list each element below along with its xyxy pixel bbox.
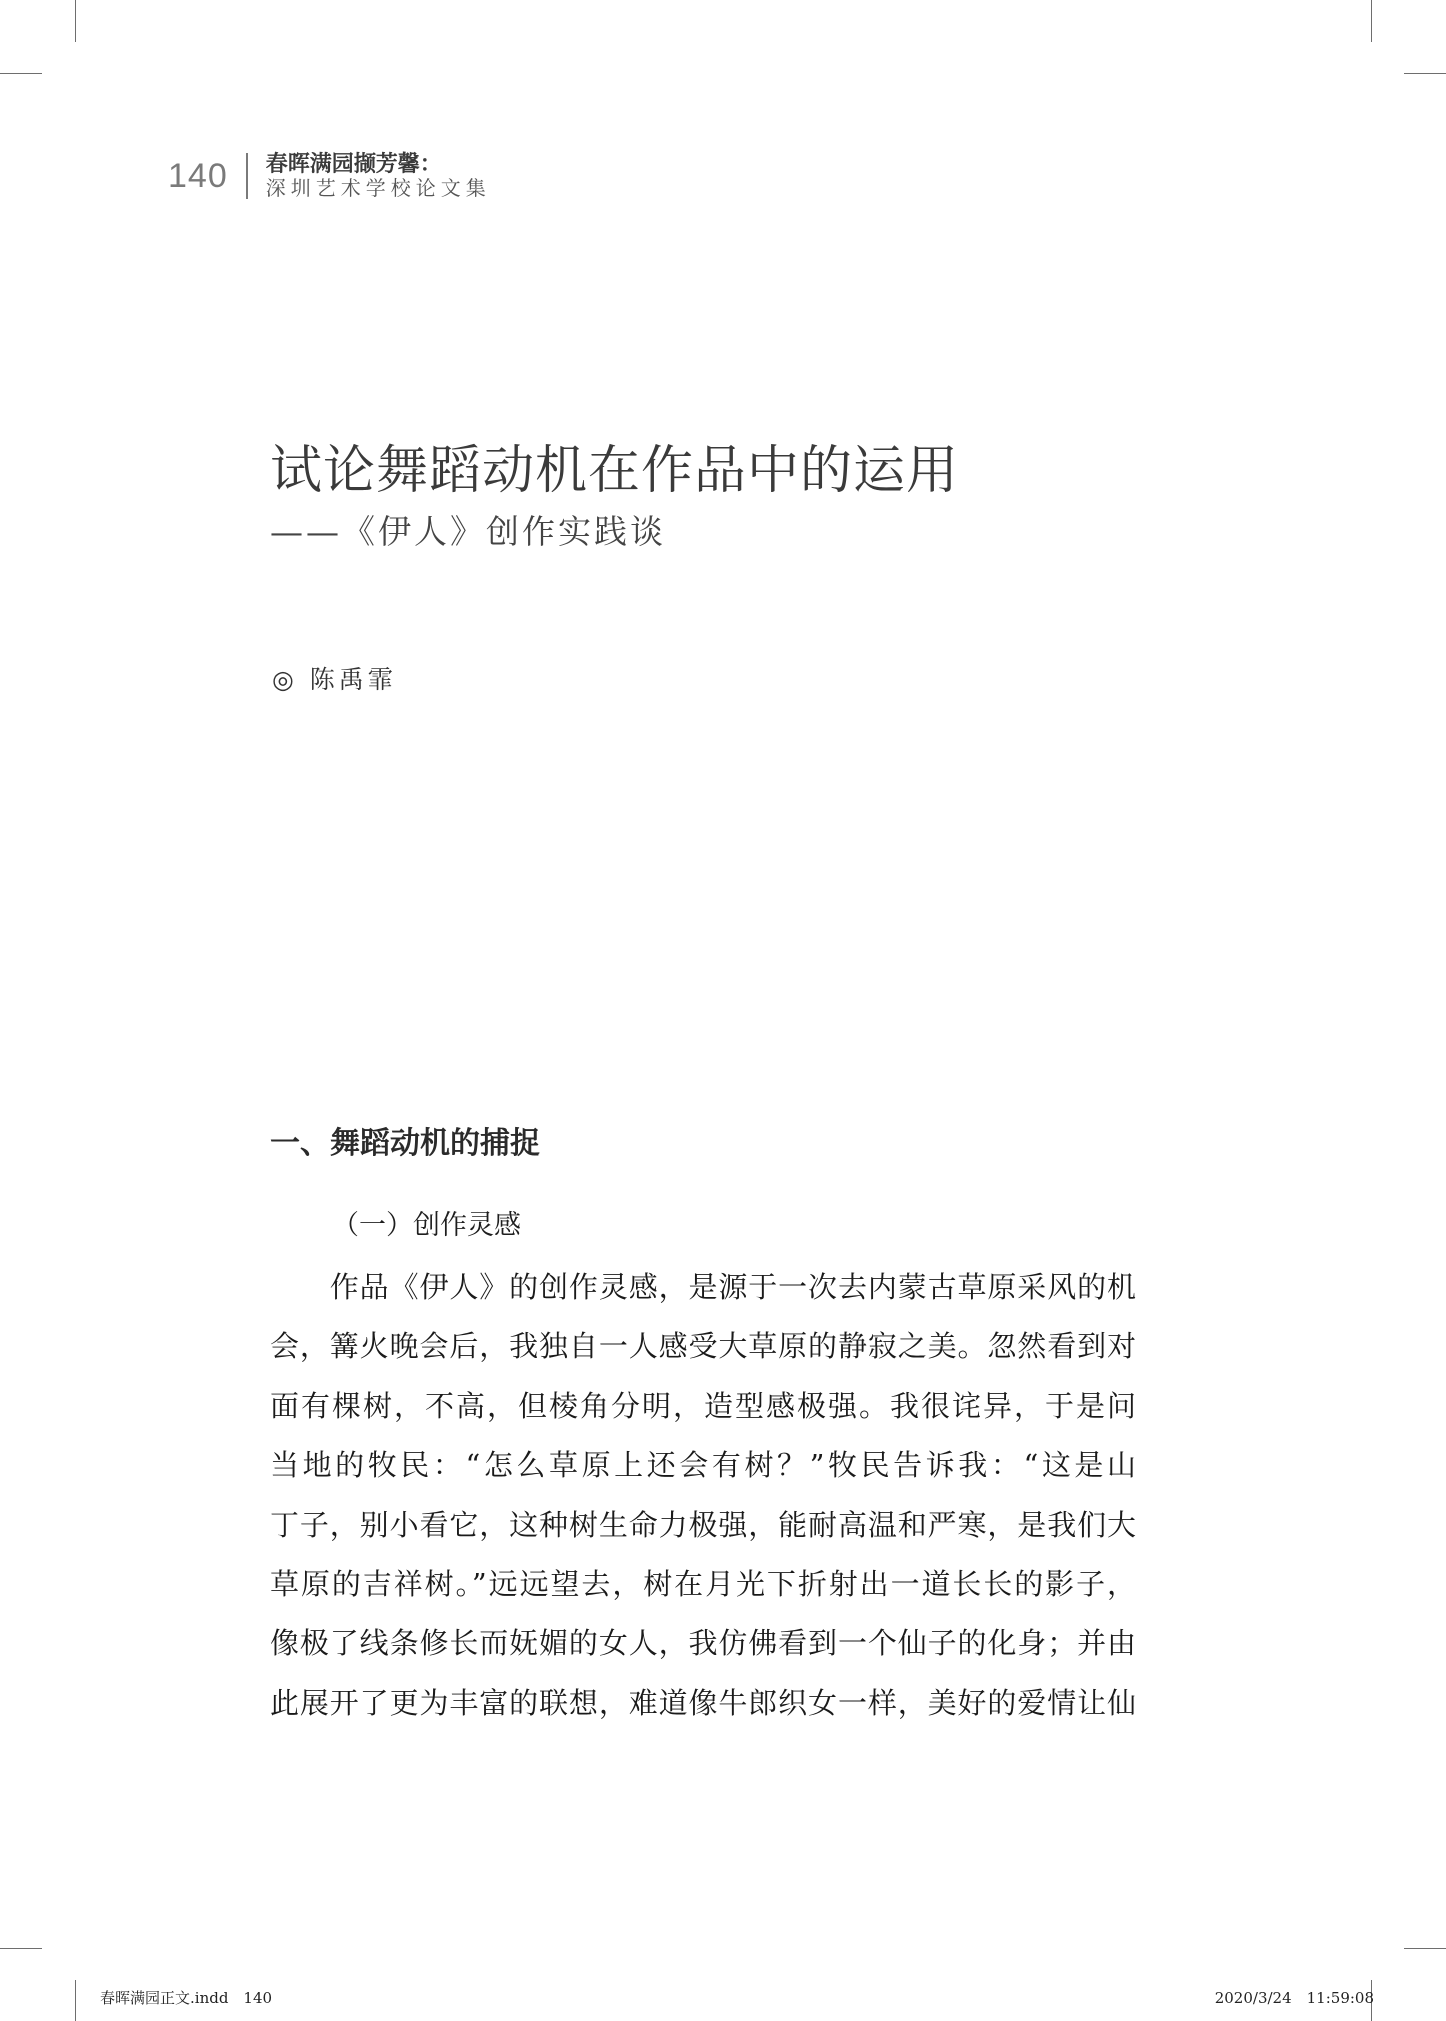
body-line: 像极了线条修长而妩媚的女人，我仿佛看到一个仙子的化身；并由	[270, 1626, 1136, 1661]
page-number: 140	[168, 156, 228, 195]
body-line: 丁子，别小看它，这种树生命力极强，能耐高温和严寒，是我们大	[270, 1507, 1136, 1542]
crop-mark-bottom-left	[75, 1980, 76, 2021]
crop-mark-top-left-h	[0, 73, 42, 74]
running-head	[168, 150, 491, 202]
print-slug-file: 春晖满园正文.indd 140	[100, 1989, 273, 2007]
author-byline: ◎ 陈禹霏	[272, 665, 397, 694]
body-text	[270, 1258, 1140, 1733]
section-subheading: （一）创作灵感	[332, 1210, 521, 1241]
body-line: 会，篝火晚会后，我独自一人感受大草原的静寂之美。忽然看到对	[270, 1329, 1136, 1364]
crop-mark-top-right-h	[1404, 73, 1446, 74]
section-heading: 一、舞蹈动机的捕捉	[270, 1126, 540, 1161]
running-head-divider	[246, 153, 248, 199]
book-title	[266, 152, 491, 200]
crop-mark-top-left	[75, 0, 76, 42]
crop-mark-bottom-left-h	[0, 1948, 42, 1949]
body-line: 作品《伊人》的创作灵感，是源于一次去内蒙古草原采风的机	[270, 1270, 1136, 1304]
article-title: 试论舞蹈动机在作品中的运用	[270, 441, 960, 501]
article-subtitle: ——《伊人》创作实践谈	[270, 512, 666, 551]
body-line: 此展开了更为丰富的联想，难道像牛郎织女一样，美好的爱情让仙	[270, 1685, 1136, 1720]
body-line: 面有棵树，不高，但棱角分明，造型感极强。我很诧异，于是问	[270, 1388, 1136, 1423]
book-title-line1: 春晖满园撷芳馨：	[265, 151, 442, 177]
body-line: 当地的牧民：“怎么草原上还会有树？”牧民告诉我：“这是山	[270, 1448, 1136, 1483]
crop-mark-top-right	[1371, 0, 1372, 42]
body-line: 草原的吉祥树。”远远望去，树在月光下折射出一道长长的影子，	[270, 1566, 1136, 1601]
crop-mark-bottom-right-h	[1404, 1948, 1446, 1949]
print-slug-timestamp: 2020/3/24 11:59:08	[1214, 1989, 1374, 2007]
book-title-line2: 深圳艺术学校论文集	[265, 176, 491, 201]
